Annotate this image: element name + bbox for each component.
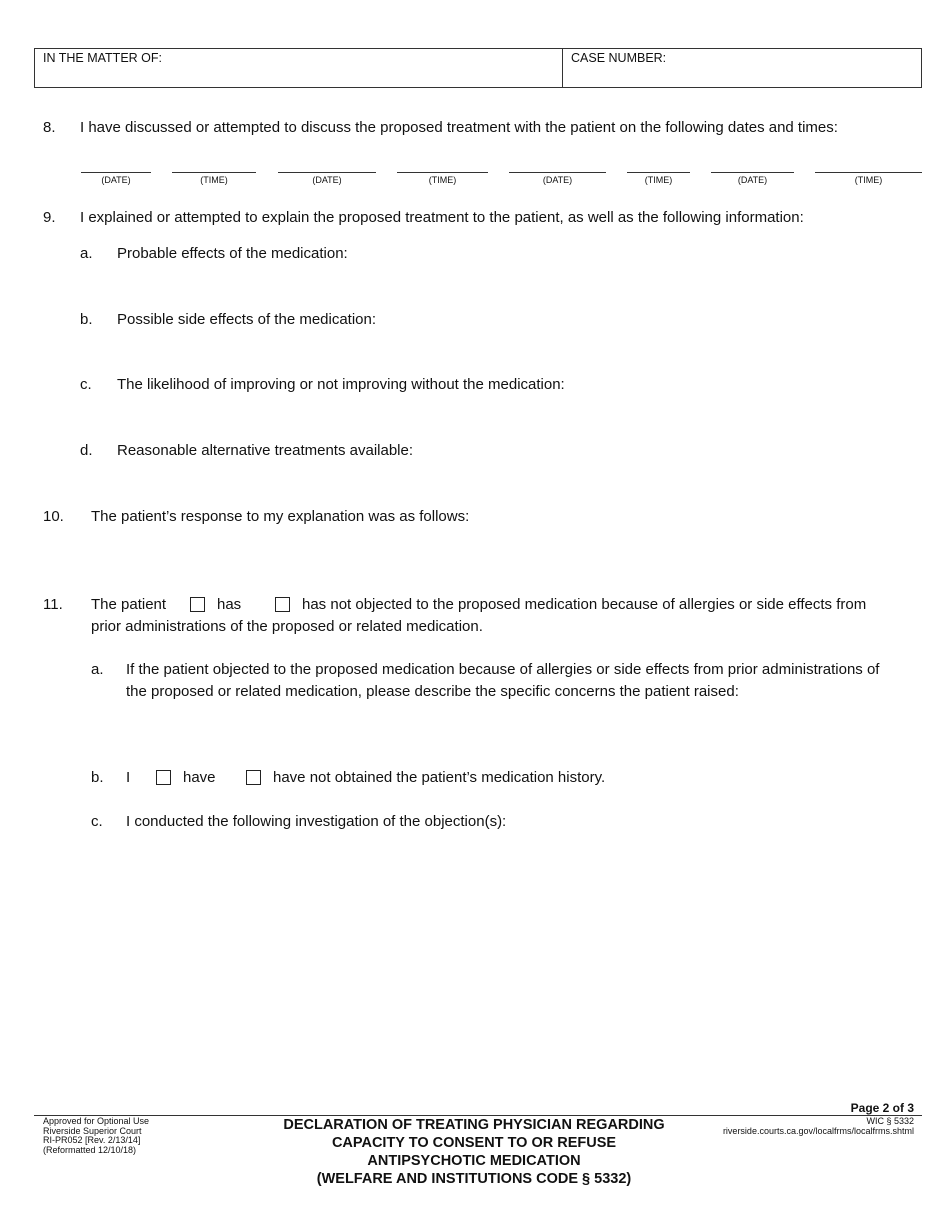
date-field-1[interactable]: (DATE)	[81, 172, 151, 185]
title-line-1: DECLARATION OF TREATING PHYSICIAN REGARDING	[283, 1117, 665, 1133]
item-10-number: 10.	[43, 508, 64, 525]
have-not-checkbox[interactable]	[246, 770, 261, 785]
title-line-3: ANTIPSYCHOTIC MEDICATION	[367, 1153, 581, 1169]
item-11c-letter: c.	[91, 813, 103, 830]
item-11c-text: I conducted the following investigation of the objection(s):	[126, 813, 507, 830]
time-field-3[interactable]: (TIME)	[627, 172, 690, 185]
form-title	[240, 1116, 708, 1188]
item-11-lead: The patient	[91, 596, 167, 613]
have-label: have	[183, 769, 216, 786]
wic-text: WIC § 5332	[866, 1116, 914, 1126]
time-field-4[interactable]: (TIME)	[815, 172, 922, 185]
approved-text: Approved for Optional Use	[43, 1116, 150, 1126]
item-9c-letter: c.	[80, 376, 92, 393]
has-checkbox[interactable]	[190, 597, 205, 612]
item-11-number: 11.	[43, 596, 63, 613]
item-9a-text: Probable effects of the medication:	[117, 245, 348, 262]
case-number-label: CASE NUMBER:	[571, 51, 667, 65]
title-line-4: (WELFARE AND INSTITUTIONS CODE § 5332)	[316, 1171, 632, 1187]
item-10-text: The patient’s response to my explanation was as follows:	[91, 508, 470, 525]
date-field-4[interactable]: (DATE)	[711, 172, 794, 185]
item-8-text: I have discussed or attempted to discuss the proposed treatment with the patient on the following dates and times:	[80, 119, 838, 136]
has-label: has	[217, 596, 242, 613]
item-9b-text: Possible side effects of the medication:	[117, 311, 377, 328]
have-checkbox[interactable]	[156, 770, 171, 785]
has-not-checkbox[interactable]	[275, 597, 290, 612]
have-not-label: have not obtained the patient’s medication history.	[273, 769, 606, 786]
matter-label: IN THE MATTER OF:	[43, 51, 162, 65]
item-9a-letter: a.	[80, 245, 93, 262]
has-not-label: has not objected to the proposed medication because of allergies or side effects from	[302, 596, 867, 613]
item-9d-text: Reasonable alternative treatments available:	[117, 442, 414, 459]
item-9b-letter: b.	[80, 311, 93, 328]
item-9d-letter: d.	[80, 442, 93, 459]
statute-block	[723, 1117, 914, 1136]
item-11a-line2: the proposed or related medication, please describe the specific concerns the patient raised:	[126, 683, 739, 700]
time-field-1[interactable]: (TIME)	[172, 172, 256, 185]
form-approval-block	[43, 1117, 149, 1155]
court-url[interactable]: riverside.courts.ca.gov/localfrms/localfrms.shtml	[722, 1125, 914, 1136]
court-text: Riverside Superior Court	[43, 1125, 142, 1136]
item-9c-text: The likelihood of improving or not improving without the medication:	[117, 376, 565, 393]
case-header-box	[34, 48, 922, 88]
header-divider	[562, 49, 563, 87]
item-9-text: I explained or attempted to explain the proposed treatment to the patient, as well as the following information:	[80, 209, 804, 226]
item-11a-letter: a.	[91, 661, 104, 678]
time-field-2[interactable]: (TIME)	[397, 172, 488, 185]
item-11a-line1: If the patient objected to the proposed medication because of allergies or side effects from prior administrations of	[126, 661, 880, 678]
page-indicator: Page 2 of 3	[850, 1101, 914, 1115]
item-11b-i: I	[126, 769, 131, 786]
form-id-text: RI-PR052 [Rev. 2/13/14]	[43, 1135, 141, 1145]
title-line-2: CAPACITY TO CONSENT TO OR REFUSE	[331, 1135, 617, 1151]
date-field-2[interactable]: (DATE)	[278, 172, 376, 185]
item-8-number: 8.	[43, 119, 56, 136]
item-11b-letter: b.	[91, 769, 104, 786]
item-9-number: 9.	[43, 209, 56, 226]
reformatted-text: (Reformatted 12/10/18)	[43, 1144, 137, 1155]
item-11-line2: prior administrations of the proposed or related medication.	[91, 618, 483, 635]
date-field-3[interactable]: (DATE)	[509, 172, 606, 185]
